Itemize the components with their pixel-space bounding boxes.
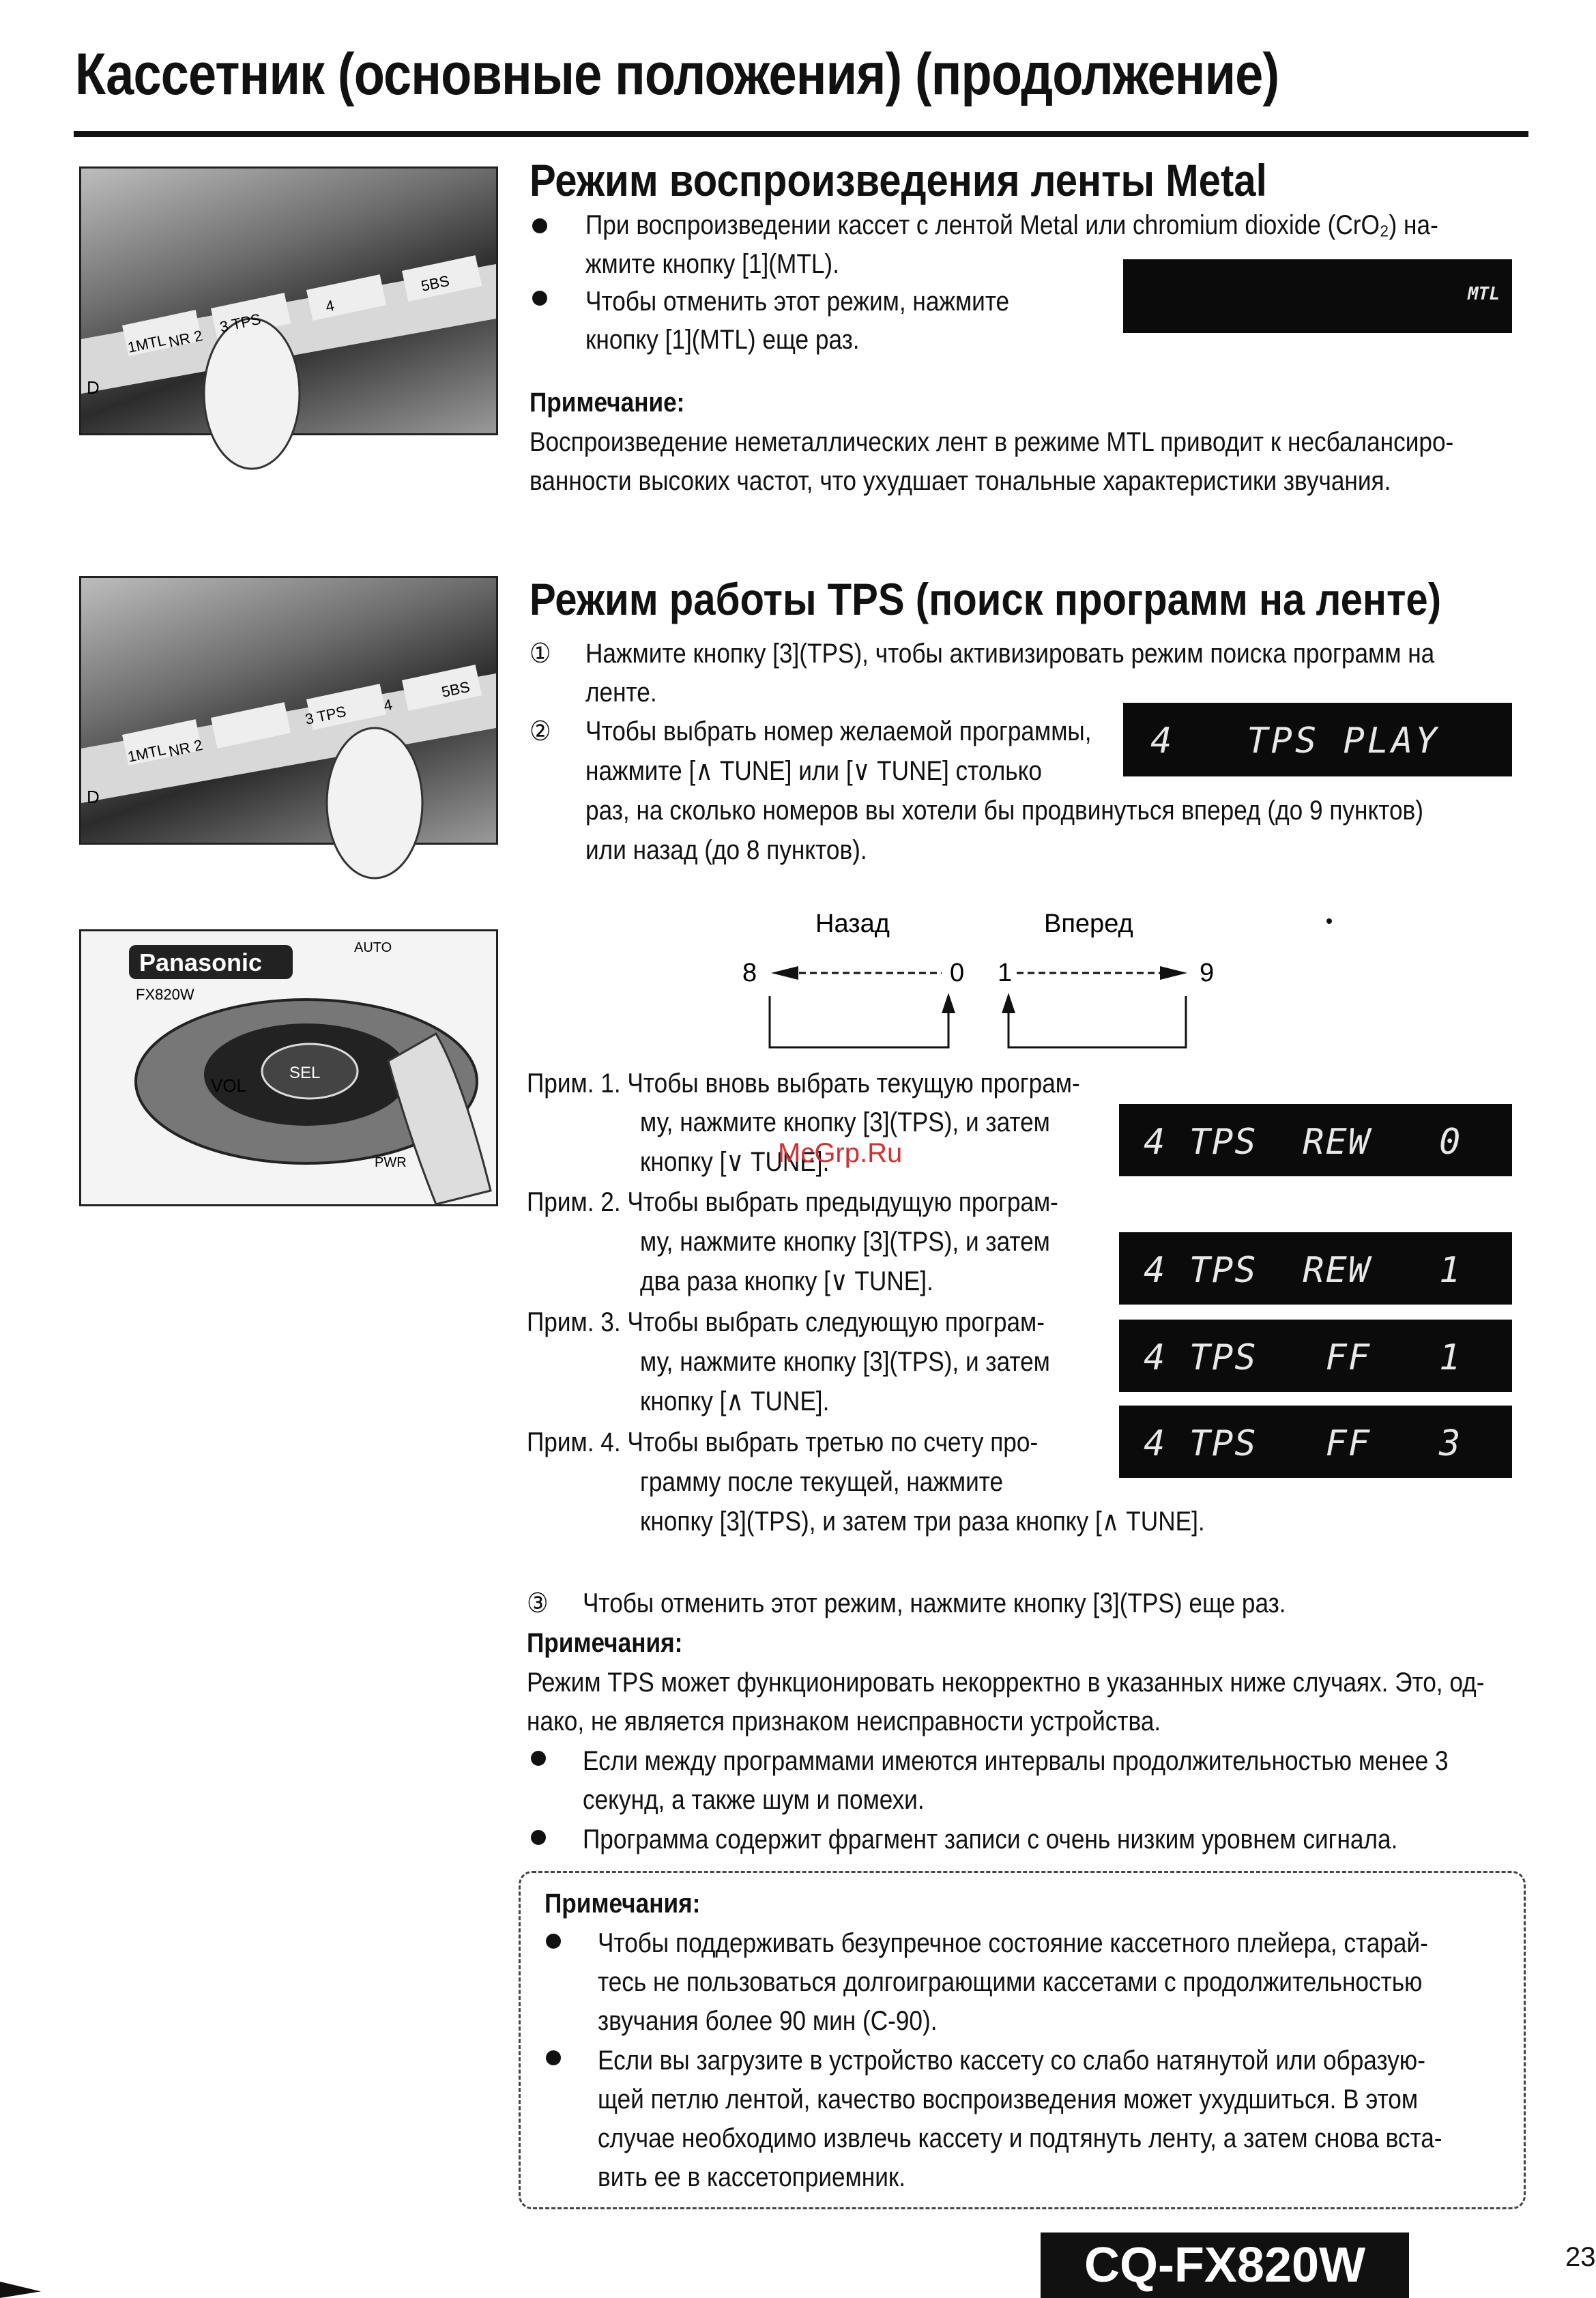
back-return-path bbox=[770, 996, 948, 1047]
bullet-icon bbox=[531, 1751, 546, 1766]
tps-heading: Режим работы TPS (поиск программ на ленте) bbox=[529, 574, 1442, 624]
example-3-line-2: му, нажмите кнопку [3](TPS), и затем bbox=[640, 1347, 1050, 1377]
svg-text:FX820W: FX820W bbox=[136, 986, 194, 1003]
metal-note-line-1: Воспроизведение неметаллических лент в режиме MTL приводит к несбалансиро- bbox=[529, 427, 1454, 457]
svg-text:1MTL: 1MTL bbox=[126, 740, 168, 766]
example-3-readout: 4 TPS FF 1 bbox=[1144, 1337, 1462, 1378]
example-1-line-1: Прим. 1. Чтобы вновь выбрать текущую програм- bbox=[527, 1068, 1080, 1099]
metal-bullet-2-line-1: Чтобы отменить этот режим, нажмите bbox=[585, 287, 1010, 317]
example-4-readout: 4 TPS FF 3 bbox=[1144, 1423, 1462, 1464]
forward-return-path bbox=[1009, 996, 1186, 1047]
metal-note-label: Примечание: bbox=[529, 388, 685, 418]
box-bullet-2-line-4: вить ее в кассетоприемник. bbox=[598, 2162, 906, 2192]
example-2-line-1: Прим. 2. Чтобы выбрать предыдущую програм- bbox=[527, 1187, 1058, 1217]
photo-front-panel bbox=[79, 929, 498, 1206]
step-2-number: ② bbox=[529, 716, 551, 746]
box-bullet-1-line-3: звучания более 90 мин (C-90). bbox=[598, 2006, 938, 2036]
model-badge: CQ-FX820W bbox=[1041, 2232, 1409, 2298]
device-illustration bbox=[81, 578, 496, 843]
page-title: Кассетник (основные положения) (продолжение) bbox=[75, 42, 1279, 107]
label-back: Назад bbox=[815, 910, 890, 938]
example-2-line-3: два раза кнопку [∨ TUNE]. bbox=[640, 1266, 933, 1296]
box-bullet-2-line-1: Если вы загрузите в устройство кассету со слабо натянутой или образую- bbox=[598, 2046, 1425, 2076]
example-1-display bbox=[1119, 1104, 1512, 1176]
example-3-line-1: Прим. 3. Чтобы выбрать следующую програм- bbox=[527, 1307, 1045, 1337]
step-2-line-1: Чтобы выбрать номер желаемой программы, bbox=[585, 716, 1092, 746]
example-4-line-3: кнопку [3](TPS), и затем три раза кнопку [∧ TUNE]. bbox=[640, 1507, 1205, 1537]
svg-text:AUTO: AUTO bbox=[354, 940, 392, 955]
tps-notes-label: Примечания: bbox=[527, 1628, 683, 1658]
box-notes-label: Примечания: bbox=[545, 1889, 701, 1919]
photo-tps-button bbox=[79, 576, 498, 845]
step-1-line-2: ленте. bbox=[585, 678, 657, 708]
svg-text:3 TPS: 3 TPS bbox=[218, 310, 263, 336]
step-2-line-2: нажмите [∧ TUNE] или [∨ TUNE] столько bbox=[585, 756, 1042, 786]
box-bullet-2-line-2: щей петлю лентой, качество воспроизведения может ухудшиться. В этом bbox=[598, 2084, 1419, 2114]
example-3-display bbox=[1119, 1320, 1512, 1392]
bullet-icon bbox=[532, 218, 547, 233]
step-2-line-3: раз, на сколько номеров вы хотели бы продвинуться вперед (до 9 пунктов) bbox=[585, 796, 1423, 826]
front-panel-illustration bbox=[81, 931, 496, 1204]
svg-text:5BS: 5BS bbox=[439, 678, 471, 701]
example-4-line-1: Прим. 4. Чтобы выбрать третью по счету про- bbox=[527, 1427, 1039, 1457]
svg-text:4: 4 bbox=[381, 695, 394, 714]
photo-mtl-button bbox=[79, 166, 498, 435]
label-9: 9 bbox=[1200, 959, 1215, 987]
step-3-text: Чтобы отменить этот режим, нажмите кнопку [3](TPS) еще раз. bbox=[583, 1588, 1286, 1618]
svg-text:SEL: SEL bbox=[289, 1064, 321, 1082]
svg-text:NR 2: NR 2 bbox=[166, 736, 205, 760]
page-number: 23 bbox=[1565, 2242, 1596, 2272]
metal-note-line-2: ванности высоких частот, что ухудшает тональные характеристики звучания. bbox=[529, 466, 1391, 496]
bullet-icon bbox=[531, 1830, 546, 1845]
metal-heading: Режим воспроизведения ленты Metal bbox=[529, 155, 1267, 205]
label-1: 1 bbox=[998, 959, 1013, 987]
step-1-line-1: Нажмите кнопку [3](TPS), чтобы активизировать режим поиска программ на bbox=[585, 639, 1435, 669]
example-4-display bbox=[1119, 1406, 1512, 1478]
metal-bullet-1-line-2: жмите кнопку [1](MTL). bbox=[585, 249, 839, 279]
corner-mark bbox=[0, 2282, 41, 2298]
forward-arrow-head bbox=[1160, 966, 1187, 980]
mtl-display bbox=[1123, 259, 1512, 333]
tps-play-readout: 4 TPS PLAY bbox=[1150, 721, 1440, 761]
tps-note-bullet-1-line-2: секунд, а также шум и помехи. bbox=[583, 1785, 925, 1815]
watermark: McGrp.Ru bbox=[778, 1138, 903, 1168]
example-1-line-2: му, нажмите кнопку [3](TPS), и затем bbox=[640, 1107, 1050, 1137]
example-1-readout: 4 TPS REW 0 bbox=[1144, 1122, 1462, 1163]
svg-text:PWR: PWR bbox=[375, 1155, 407, 1170]
svg-text:VOL: VOL bbox=[211, 1075, 247, 1096]
tps-note-bullet-1-line-1: Если между программами имеются интервалы продолжительностью менее 3 bbox=[583, 1746, 1449, 1776]
back-arrow-head bbox=[771, 966, 798, 980]
bullet-icon bbox=[546, 1934, 561, 1949]
step-2-line-4: или назад (до 8 пунктов). bbox=[585, 835, 867, 865]
step-1-number: ① bbox=[529, 639, 551, 669]
tps-notes-line-2: нако, не является признаком неисправности устройства. bbox=[527, 1706, 1161, 1736]
direction-arrows bbox=[723, 907, 1242, 1064]
tps-direction-diagram bbox=[723, 907, 1242, 1064]
device-illustration bbox=[81, 169, 496, 433]
title-rule bbox=[74, 131, 1528, 137]
tps-note-bullet-2-line-1: Программа содержит фрагмент записи с очень низким уровнем сигнала. bbox=[583, 1824, 1398, 1855]
svg-text:Panasonic: Panasonic bbox=[139, 948, 263, 976]
example-2-readout: 4 TPS REW 1 bbox=[1144, 1250, 1462, 1291]
box-bullet-1-line-2: тесь не пользоваться долгоиграющими кассетами с продолжительностью bbox=[598, 1967, 1423, 1997]
bullet-icon bbox=[532, 291, 547, 306]
example-1-line-3: кнопку [∨ TUNE]. bbox=[640, 1147, 830, 1177]
metal-bullet-1-line-1: При воспроизведении кассет с лентой Metal или chromium dioxide (CrO₂) на- bbox=[585, 210, 1438, 240]
svg-text:5BS: 5BS bbox=[419, 272, 451, 295]
step-3-number: ③ bbox=[527, 1588, 549, 1618]
svg-text:4: 4 bbox=[323, 296, 336, 315]
svg-text:NR 2: NR 2 bbox=[166, 327, 205, 351]
dot-mark bbox=[1326, 918, 1332, 924]
svg-text:3 TPS: 3 TPS bbox=[303, 702, 348, 728]
label-0: 0 bbox=[950, 959, 965, 987]
box-bullet-2-line-3: случае необходимо извлечь кассету и подтянуть ленту, а затем снова вста- bbox=[598, 2123, 1442, 2153]
svg-text:D: D bbox=[87, 787, 100, 807]
label-forward: Вперед bbox=[1044, 910, 1133, 938]
label-8: 8 bbox=[742, 959, 757, 987]
svg-text:1MTL: 1MTL bbox=[126, 331, 168, 356]
box-bullet-1-line-1: Чтобы поддерживать безупречное состояние кассетного плейера, старай- bbox=[598, 1928, 1428, 1958]
metal-bullet-2-line-2: кнопку [1](MTL) еще раз. bbox=[585, 325, 860, 355]
tps-play-display bbox=[1123, 703, 1512, 776]
example-4-line-2: грамму после текущей, нажмите bbox=[640, 1467, 1004, 1497]
example-2-display bbox=[1119, 1232, 1512, 1305]
tps-notes-line-1: Режим TPS может функционировать некорректно в указанных ниже случаях. Это, од- bbox=[527, 1668, 1485, 1698]
example-2-line-2: му, нажмите кнопку [3](TPS), и затем bbox=[640, 1227, 1050, 1257]
svg-text:D: D bbox=[87, 377, 100, 398]
example-3-line-3: кнопку [∧ TUNE]. bbox=[640, 1386, 830, 1416]
mtl-indicator: MTL bbox=[1468, 284, 1500, 304]
bullet-icon bbox=[546, 2050, 561, 2065]
